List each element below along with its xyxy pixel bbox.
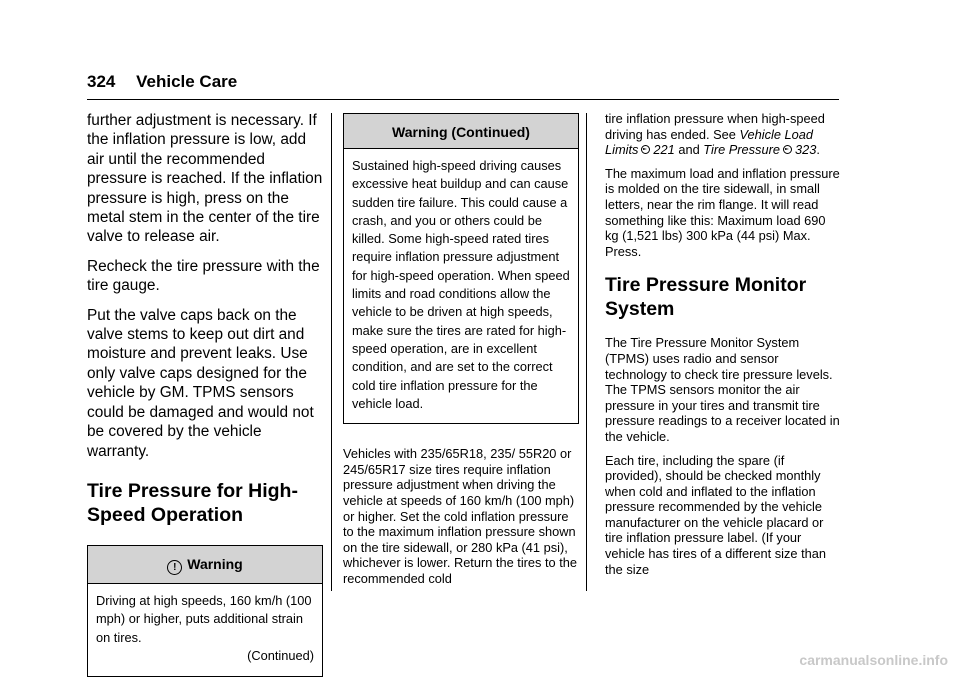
continued-label: (Continued) (247, 648, 314, 664)
column-3 (605, 111, 840, 585)
page-arrow-icon (641, 145, 650, 154)
paragraph: The maximum load and inflation pressure is molded on the tire sidewall, in small letters, near the rim flange. It will read something like this: Maximum load 690 kg (1,521 lbs) 300 kPa (44 psi) Max. Press. (605, 165, 840, 259)
warning-box-continued (343, 113, 579, 424)
paragraph: Vehicles with 235/65R18, 235/ 55R20 or 245/65R17 size tires require inflation pressure adjustment when driving the vehicle at speeds of 160 km/h (100 mph) or higher. Set the cold inflation pressure to the maximum inflation pressure shown on the tire sidewall, or 280 kPa (41 psi), whichever is lower. Return the tires to the recommended cold (343, 446, 578, 586)
section-heading: Tire Pressure Monitor System (605, 274, 807, 321)
paragraph: tire inflation pressure when high-speed driving has ended. See Vehicle Load Limits 221 and Tire Pressure 323. (605, 111, 825, 158)
section-heading: Tire Pressure for High-Speed Operation (87, 479, 298, 526)
warning-header: Warning (Continued) (344, 114, 578, 149)
paragraph: Put the valve caps back on the valve stems to keep out dirt and moisture and prevent leaks. Use only valve caps designed for the vehicle by GM. TPMS sensors could be damaged and would not be covered by the vehicle warranty. (87, 306, 314, 460)
page-arrow-icon (783, 145, 792, 154)
section-title: Vehicle Care (136, 72, 238, 91)
column-divider-1 (331, 113, 332, 591)
cross-reference-page[interactable]: 323 (794, 142, 817, 158)
column-divider-2 (586, 113, 587, 591)
column-1 (87, 111, 323, 677)
watermark: carmanualsonline.info (799, 652, 948, 668)
page-header (87, 72, 237, 92)
warning-icon: ! (167, 560, 182, 575)
cross-reference-link[interactable]: Vehicle Load Limits (605, 126, 813, 158)
cross-reference-link[interactable]: Tire Pressure (703, 142, 780, 158)
paragraph: The Tire Pressure Monitor System (TPMS) uses radio and sensor technology to check tire pressure levels. The TPMS sensors monitor the air pressure in your tires and transmit tire pressure readings to a receiver located in the vehicle. (605, 335, 840, 444)
warning-text: Sustained high-speed driving causes excessive heat buildup and can cause sudden tire failure. This could cause a crash, and you or others could be killed. Some high-speed rated tires require inflation pressure adjustment for high-speed operation. When speed limits and road conditions allow the vehicle to be driven at high speeds, make sure the tires are rated for high-speed operation, are in excellent condition, and are set to the correct cold tire inflation pressure for the vehicle load. (352, 158, 570, 411)
paragraph: Recheck the tire pressure with the tire gauge. (87, 257, 320, 295)
warning-header (88, 546, 322, 584)
warning-text: Driving at high speeds, 160 km/h (100 mph) or higher, puts additional strain on tires. (96, 592, 312, 645)
page-number: 324 (87, 72, 116, 91)
warning-title: Warning (187, 555, 243, 572)
header-rule (87, 99, 839, 100)
warning-body (88, 584, 322, 676)
warning-box (87, 545, 323, 677)
cross-reference-page[interactable]: 221 (653, 142, 675, 158)
paragraph: Each tire, including the spare (if provided), should be checked monthly when cold and inflated to the inflation pressure recommended by the vehicle manufacturer on the vehicle placard or tire inflation pressure label. (If your vehicle has tires of a different size than the size (605, 452, 826, 577)
column-2 (343, 113, 579, 595)
paragraph: further adjustment is necessary. If the inflation pressure is low, add air until the recommended pressure is reached. If the inflation pressure is high, press on the metal stem in the center of the tire valve to release air. (87, 112, 323, 246)
